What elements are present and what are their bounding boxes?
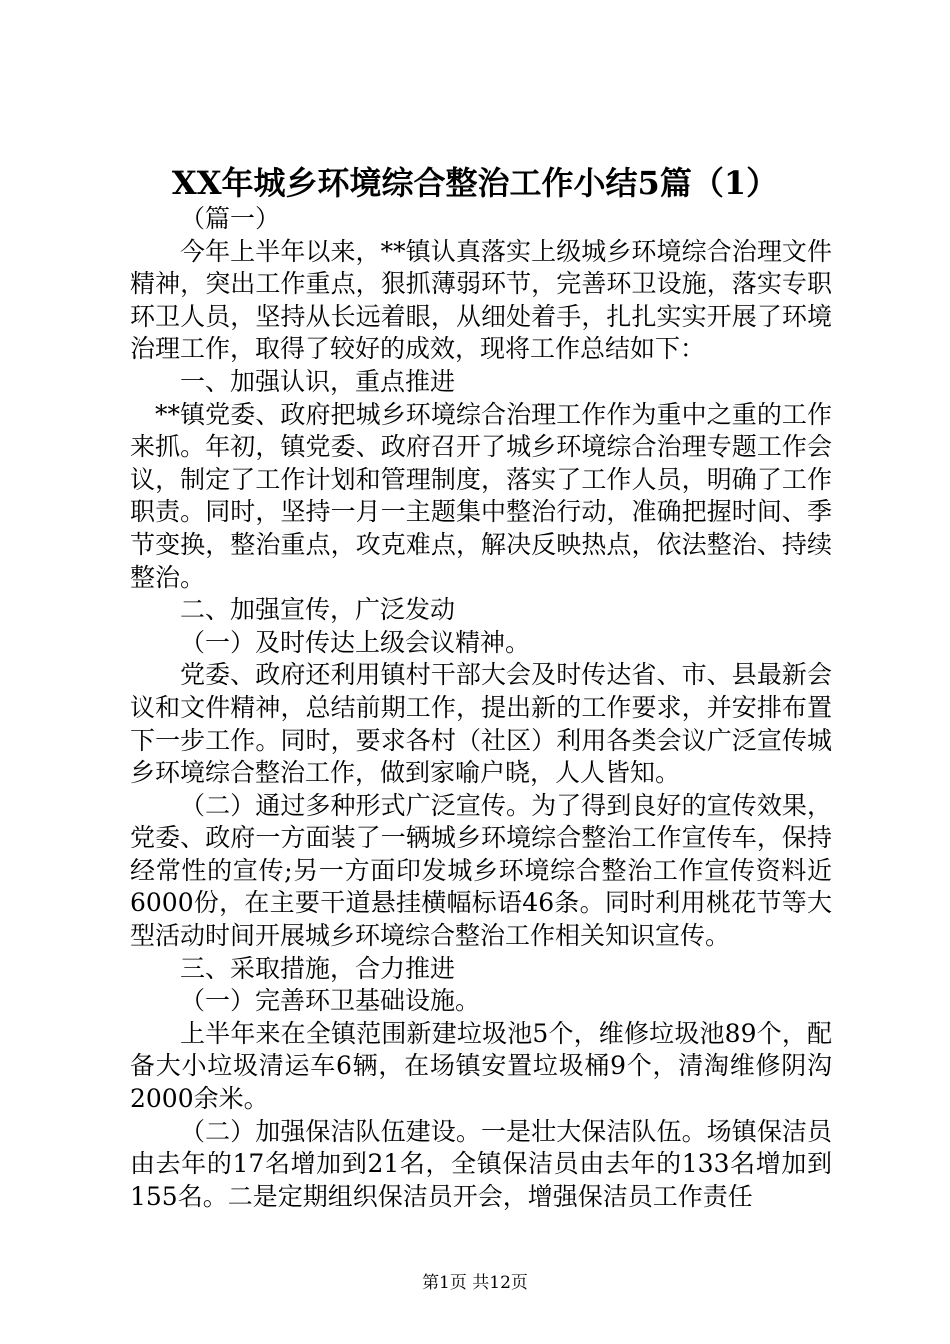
paragraph: （二）通过多种形式广泛宣传。为了得到良好的宣传效果，党委、政府一方面装了一辆城乡环境综合整治工作宣传车，保持经常性的宣传;另一方面印发城乡环境综合整治工作宣传资料近6000份，在主要干道悬挂横幅标语46条。同时利用桃花节等大型活动时间开展城乡环境综合整治工作相关知识宣传。 [130, 790, 832, 951]
sub-heading: （一）及时传达上级会议精神。 [180, 627, 531, 657]
section-heading: 一、加强认识，重点推进 [180, 366, 456, 396]
paragraph: 上半年来在全镇范围新建垃圾池5个，维修垃圾池89个，配备大小垃圾清运车6辆，在场镇安置垃圾桶9个，清淘维修阴沟2000余米。 [130, 1018, 832, 1114]
paragraph: 党委、政府还利用镇村干部大会及时传达省、市、县最新会议和文件精神，总结前期工作，提出新的工作要求，并安排布置下一步工作。同时，要求各村（社区）利用各类会议广泛宣传城乡环境综合整治工作，做到家喻户晓，人人皆知。 [130, 660, 832, 788]
sub-heading: （一）完善环卫基础设施。 [180, 986, 481, 1016]
paragraph: **镇党委、政府把城乡环境综合治理工作作为重中之重的工作来抓。年初，镇党委、政府召开了城乡环境综合治理专题工作会议，制定了工作计划和管理制度，落实了工作人员，明确了工作职责。同时，坚持一月一主题集中整治行动，准确把握时间、季节变换，整治重点，攻克难点，解决反映热点，依法整治、持续整治。 [130, 399, 832, 592]
page-footer: 第1页 共12页 [422, 1273, 528, 1293]
document-title: XX年城乡环境综合整治工作小结5篇（1） [171, 164, 779, 202]
section-heading: 三、采取措施，合力推进 [180, 953, 456, 983]
section-heading: 二、加强宣传，广泛发动 [180, 595, 456, 625]
document-body [130, 203, 832, 1213]
paragraph: （二）加强保洁队伍建设。一是壮大保洁队伍。场镇保洁员由去年的17名增加到21名，全镇保洁员由去年的133名增加到155名。二是定期组织保洁员开会，增强保洁员工作责任 [130, 1116, 832, 1211]
paragraph: 今年上半年以来，**镇认真落实上级城乡环境综合治理文件精神，突出工作重点，狠抓薄弱环节，完善环卫设施，落实专职环卫人员，坚持从长远着眼，从细处着手，扎扎实实开展了环境治理工作，取得了较好的成效，现将工作总结如下： [130, 236, 832, 364]
section-label: （篇一） [180, 204, 281, 233]
